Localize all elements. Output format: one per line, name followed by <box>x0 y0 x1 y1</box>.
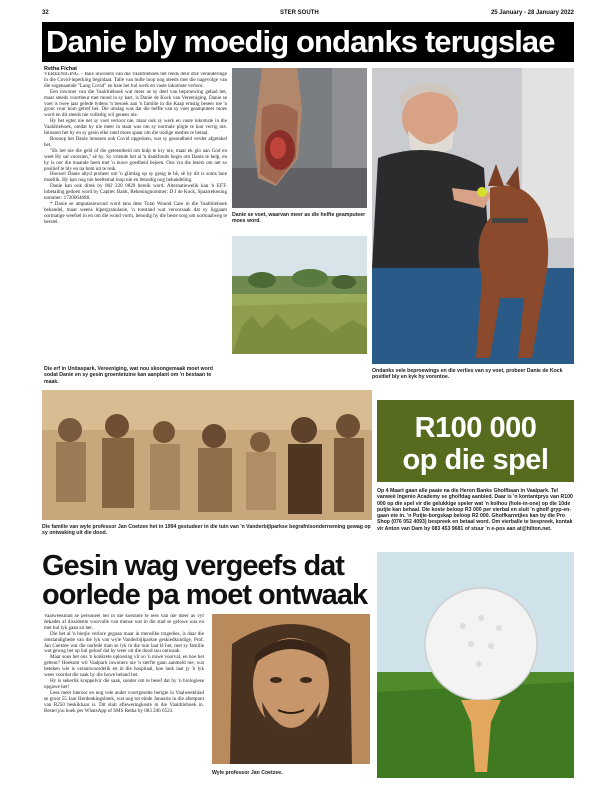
caption-dog: Ondanks vele beproewings en die verlies van sy voet, probeer Danie de Kock positief bly en kyk hy vorentoe. <box>372 368 563 381</box>
paragraph: Boonop het Danie intussen ook Covid opgedoen, wat sy gesondheid verder afgetakel het. <box>44 135 227 148</box>
byline: Retha Fichat <box>44 66 78 72</box>
paragraph: Hoewel Danie altyd probeer om 'n glimlag op sy gesig te hê, sê hy dit is soms baie moeilik. Hy kan nog nie heeltemal loop nie en benodig nog behandeling. <box>44 171 227 184</box>
issue-date: 25 January - 28 January 2022 <box>490 10 574 16</box>
paragraph: VEREENIGING. - Baie inwoners van die Vaaldriehoek het reeds deur drie veranderinge in die Covid-inperking beginlaat. Talle van hulle loop nog steeds met die nagevolge van die sogenaamde "Lang Covid" en baie het hul werk en vaste inkomste verloor. <box>44 72 227 89</box>
promo-box <box>377 400 574 482</box>
photo-golf-ball <box>377 552 574 778</box>
photo-land-plot <box>232 236 367 354</box>
paragraph: Die het al 'n bietjie verlore gegaan maar in menslike tragedies, is daar die omstandighede van die lyk van wyle Vanderbijlparkse geskiedkundige, Prof. Jan Coetzee wat die oorlede man se lyk in die tuin laat lê het, met sy familie wat gewag het op hul geloof dat hy weer uit die dood sou ontwaak. <box>44 630 204 655</box>
page-header <box>42 8 574 20</box>
caption-foot: Danie se voet, waarvan meer as die helfte geamputeer moes word. <box>232 212 366 225</box>
paragraph: Een inwoner van die Vaaldriehoek wat meer as sy deel van beproewing gehad het, maar steeds voortbeur met moed in sy hart, is Danie de Kock van Vereeniging. Danie se voet is twee jaar gelede tydens 'n besoek aan 'n familie in die Kaap ernstig beseer toe 'n groot vuur hom getref het. Die uitslag was dat die helfte van sy voet geamputeer moes word en dit steeds nie volledig wil genees nie. <box>44 88 227 119</box>
article-body-danie <box>44 72 227 362</box>
publication-name: STER SOUTH <box>280 10 319 16</box>
article-body-gesin <box>44 614 204 782</box>
paragraph: "Ek het nie die geld of die geleentheid om hulp te kry nie, maar ek glo aan God en weet Hy sal voorsien," sê hy. Sy vriende het al 'n dankfonds begin om Danie te help, en hy is oor die maande heen met 'n nuwe goedheid bejeen. Ons vra die lesers om net so positief te bly en na hom uit te reik. <box>44 147 227 172</box>
promo-text: Op 4 Maart gaan alle paaie na die Heron Banks Gholfbaan in Vaalpark. Tel vanweë Ingenio Academy se gholfdag aanbied. Daar is 'n kontantprys van R100 000 op die spel vir die gelukkige speler wat 'n kolhou (hole-in-one) op die 10de putjie kan behaal. Die koste beloop R3 000 per vierbal en sluit 'n gholf gryp-en-gaan ete in. 'n Putjie-borgskap beloop R2 000. Gholfkarretjies kan by die Pro Shop (076 052 4093) bespreek en betaal word. Om vierballe te bespreek, kontak vir Anton van Dam by 083 453 9681 of stuur 'n e-pos aan at@hilton.net. <box>377 488 573 532</box>
photo-jan-coetzee <box>212 614 370 764</box>
headline-line: oorlede pa moet ontwaak <box>42 579 368 611</box>
photo-family-waiting <box>42 390 372 520</box>
page-number: 32 <box>42 10 49 16</box>
caption-portrait: Wyle professor Jan Coetzee. <box>212 770 283 776</box>
article-headline-danie: Danie bly moedig ondanks terugslae <box>42 22 574 62</box>
paragraph: Danie kan ook direk by 082 220 0829 bereik word. Alternatiewelik kan 'n EFT-inbetaling gedoen word by Capitec Bank, Rekeningnommer: D J de Kock, Spaarrekening nommer: 1720064688. <box>44 183 227 202</box>
promo-subtitle: op die spel <box>402 444 549 476</box>
paragraph: Hy is sekerlik kruppelvir die saak, sonder om te besef dat hy 'n biologiese opgawe het! <box>44 677 204 690</box>
promo-amount: R100 000 <box>414 412 537 444</box>
article-headline-gesin <box>42 552 372 610</box>
caption-family: Die familie van wyle professor Jan Coetzee het in 1994 gestudeer in die tuin van 'n Vanderbijlparkse begrafnisonderneming gewag op sy ontwaking uit die dood. <box>42 524 371 537</box>
caption-land: Die erf in Unitaspark, Vereeniging, wat nou skoongemaak moet word sodat Danie en sy gesin groentetuine kan aanplant om 'n bestaan te maak. <box>44 366 213 385</box>
photo-danie-with-dog <box>372 68 574 364</box>
paragraph: Lees meer hieroor en nog vele ander voortgesette berigte in Vaalweekblad se groot 55 Jaar Herdenkingsboek, wat nog tot einde Januarie in die afsetpunt van R250 beskikbaar is. Dit sluit afleweringkoste in die Vaaldriehoek in. Bestel jou boek per WhatsApp of SMS Retha by 083 246 0523. <box>44 689 204 714</box>
paragraph: Vaalweekblad se personeel het in die koerante te lees van die meer as vyf dekades af dissidente voorvalle van mense wat in die stad se gelowe was en met hul lyk gaan sit het. <box>44 614 204 631</box>
paragraph: * Danie se amputasiewond word tans deur Total Wound Care in die Vaaldriehoek behandel, maar weens hipergranulasie, 'n toestand wat veroorsaak dat sy liggaam oormatige weefsel in en om die wond vorm, benodig hy die beste sorg om normaalweg te herstel. <box>44 200 227 225</box>
headline-line: Gesin wag vergeefs dat <box>42 550 344 582</box>
photo-amputated-foot <box>232 68 367 208</box>
paragraph: Maar soos het ons 'n konkrete oplossing vir so 'n nuwe voorval, en hoe het gebeur? Hoekom wil Vaalpark inwoners nie 'n sterfte gaan aanmeld nie, wat beteken wie is verantwoordelik en in die hospitaal, hoe lank laat jy 'n lyk wees voordat die saak by die howe beland het. <box>44 654 204 679</box>
paragraph: Hy het egter nie net sy voet verloor nie, maar ook sy werk en vaste inkomste in die Vaaldriehoek, omdat hy nie meer in staat was om sy normale pligte te kon verrig nie. Intussen het hy en sy gesin elke rand moes spaar om die nodige medies te betaal. <box>44 118 227 137</box>
